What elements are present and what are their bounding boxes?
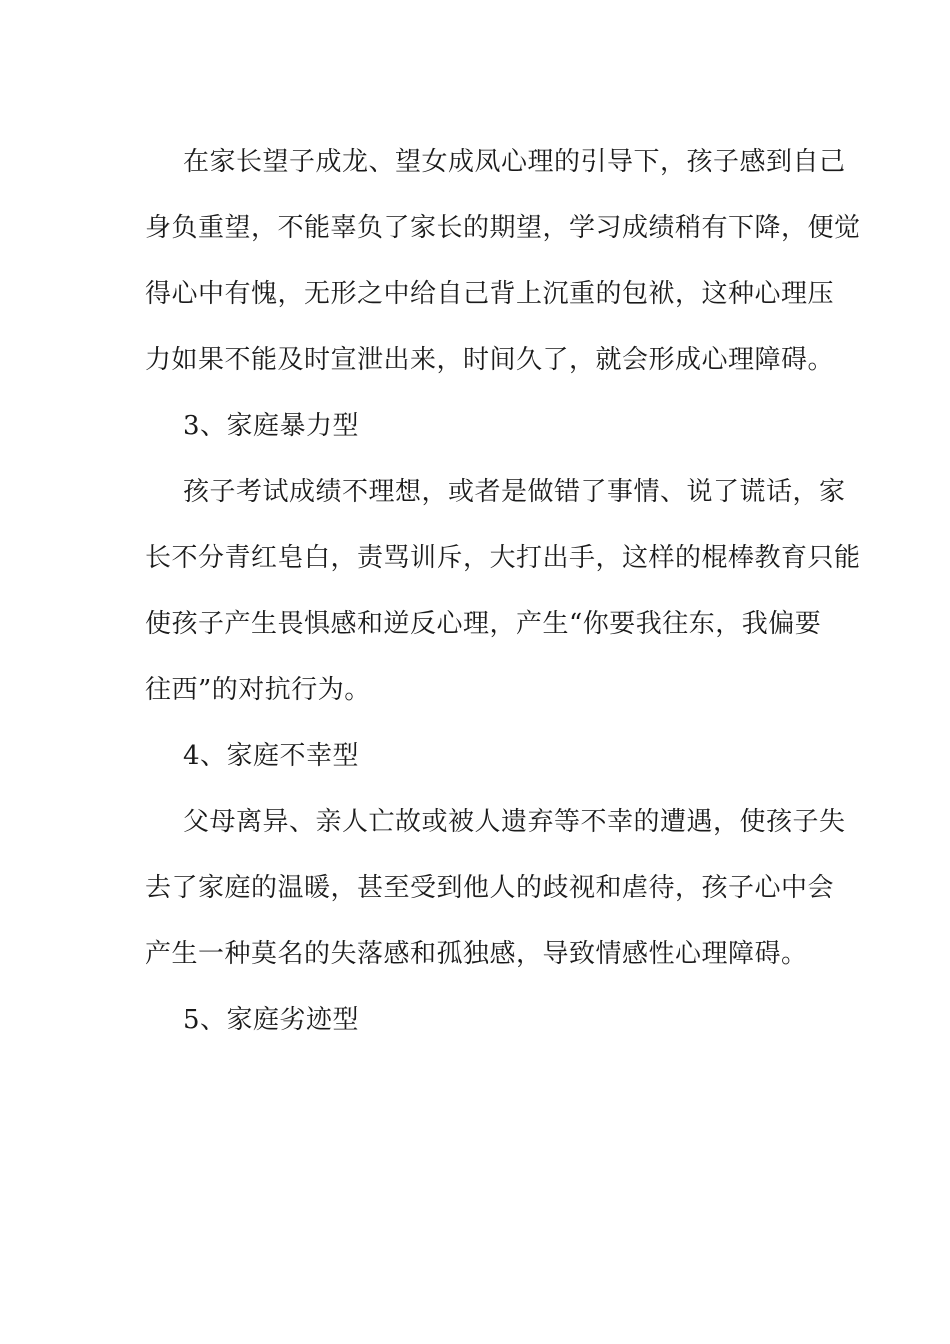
text-line: 产生一种莫名的失落感和孤独感，导致情感性心理障碍。 [145, 939, 808, 969]
text-line: 父母离异、亲人亡故或被人遗弃等不幸的遭遇，使孩子失 [183, 807, 846, 837]
text-line: 孩子考试成绩不理想，或者是做错了事情、说了谎话，家 [183, 477, 846, 507]
heading-text: 3、家庭暴力型 [183, 411, 360, 441]
text-line: 去了家庭的温暖，甚至受到他人的歧视和虐待，孩子心中会 [145, 873, 835, 903]
heading-text: 5、家庭劣迹型 [183, 1005, 360, 1035]
section-heading-3 [145, 393, 809, 459]
section-heading-4 [145, 723, 809, 789]
document-body [145, 129, 861, 1053]
text-line: 使孩子产生畏惧感和逆反心理，产生“你要我往东，我偏要 [145, 609, 822, 639]
section-heading-5 [145, 987, 809, 1053]
text-line: 往西”的对抗行为。 [145, 675, 371, 705]
text-line: 身负重望，不能辜负了家长的期望，学习成绩稍有下降，便觉 [145, 213, 861, 243]
paragraph-misfortune [145, 789, 846, 987]
heading-text: 4、家庭不幸型 [183, 741, 360, 771]
text-line: 力如果不能及时宣泄出来，时间久了，就会形成心理障碍。 [145, 345, 835, 375]
text-line: 得心中有愧，无形之中给自己背上沉重的包袱，这种心理压 [145, 279, 835, 309]
text-line: 长不分青红皂白，责骂训斥，大打出手，这样的棍棒教育只能 [145, 543, 861, 573]
paragraph-pressure [145, 129, 861, 393]
text-line: 在家长望子成龙、望女成凤心理的引导下，孩子感到自己 [183, 147, 846, 177]
paragraph-violence [145, 459, 861, 723]
